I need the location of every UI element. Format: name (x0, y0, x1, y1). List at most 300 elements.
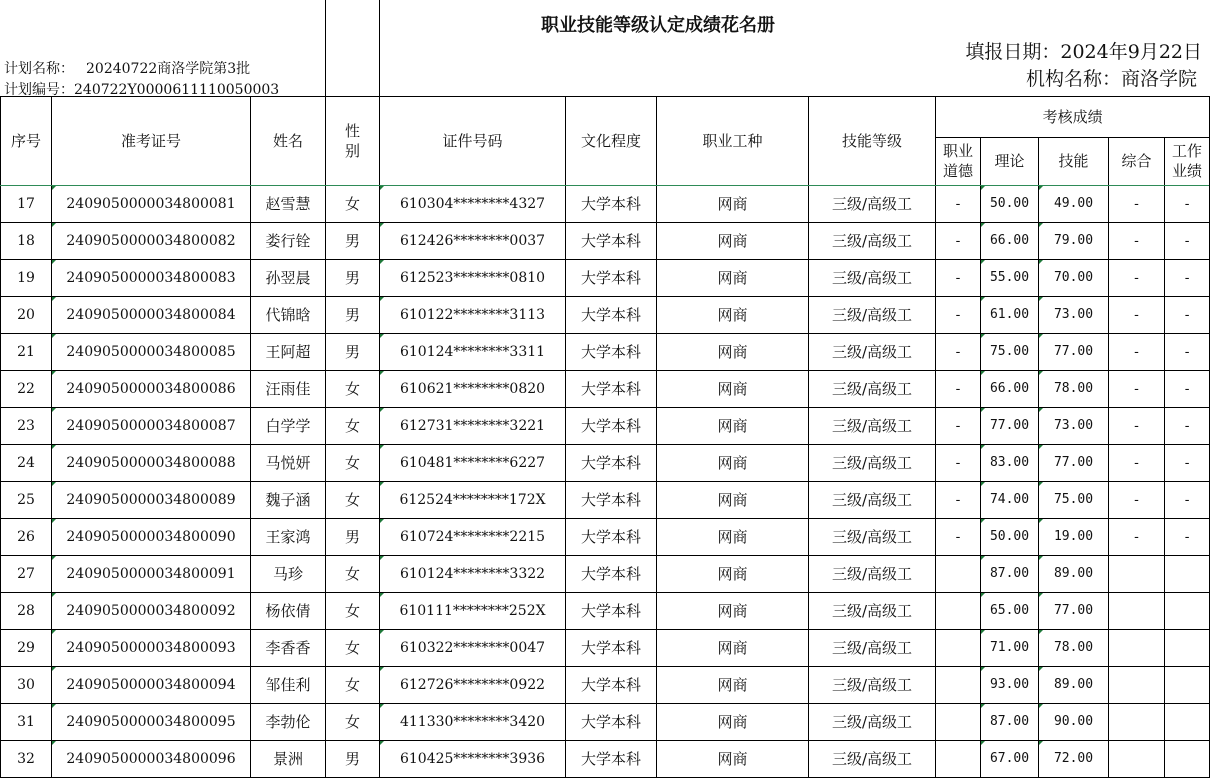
cell-note-marker (380, 667, 384, 671)
header-overall: 综合 (1109, 137, 1165, 185)
cell-level[interactable]: 三级/高级工 (809, 629, 936, 666)
cell-work[interactable]: - (1165, 518, 1210, 555)
cell-name[interactable]: 白学学 (251, 407, 326, 444)
table-row (1, 481, 1210, 518)
plan-no-label: 计划编号： (4, 82, 74, 98)
cell-level[interactable]: 三级/高级工 (809, 185, 936, 222)
cell-note-marker (1039, 408, 1043, 412)
cell-skill[interactable]: 19.00 (1039, 518, 1109, 555)
cell-overall[interactable]: - (1109, 444, 1165, 481)
cell-name[interactable]: 汪雨佳 (251, 370, 326, 407)
cell-overall[interactable] (1109, 555, 1165, 592)
cell-theory[interactable]: 50.00 (981, 518, 1039, 555)
cell-note-marker (981, 186, 985, 190)
cell-id-no[interactable]: 610122********3113 (380, 296, 566, 333)
cell-gender[interactable]: 女 (326, 592, 380, 629)
cell-id-no[interactable]: 610724********2215 (380, 518, 566, 555)
cell-id-no[interactable]: 610304********4327 (380, 185, 566, 222)
page-title: 职业技能等级认定成绩花名册 (541, 15, 775, 36)
cell-occupation[interactable]: 网商 (657, 666, 809, 703)
cell-work[interactable]: - (1165, 185, 1210, 222)
table-row (1, 407, 1210, 444)
cell-skill[interactable]: 49.00 (1039, 185, 1109, 222)
cell-gender[interactable]: 女 (326, 407, 380, 444)
header-gender-text: 性别 (345, 121, 361, 160)
cell-skill[interactable]: 73.00 (1039, 407, 1109, 444)
cell-skill[interactable]: 77.00 (1039, 592, 1109, 629)
cell-education[interactable]: 大学本科 (566, 222, 657, 259)
cell-theory[interactable]: 66.00 (981, 222, 1039, 259)
cell-note-marker (1039, 297, 1043, 301)
cell-note-marker (1039, 630, 1043, 634)
cell-ethics[interactable]: - (936, 481, 981, 518)
cell-work[interactable]: - (1165, 444, 1210, 481)
cell-ethics[interactable] (936, 555, 981, 592)
cell-overall[interactable]: - (1109, 370, 1165, 407)
cell-seq[interactable]: 32 (1, 740, 52, 777)
table-row (1, 296, 1210, 333)
cell-name[interactable]: 王阿超 (251, 333, 326, 370)
cell-note-marker (52, 593, 56, 597)
cell-note-marker (380, 704, 384, 708)
header-ticket: 准考证号 (52, 96, 251, 185)
cell-skill[interactable]: 72.00 (1039, 740, 1109, 777)
cell-occupation[interactable]: 网商 (657, 185, 809, 222)
cell-ticket[interactable]: 2409050000034800083 (52, 259, 251, 296)
cell-overall[interactable] (1109, 740, 1165, 777)
cell-name[interactable]: 李勃伦 (251, 703, 326, 740)
cell-seq[interactable]: 28 (1, 592, 52, 629)
cell-ethics[interactable]: - (936, 407, 981, 444)
cell-occupation[interactable]: 网商 (657, 629, 809, 666)
cell-note-marker (1039, 445, 1043, 449)
cell-id-no[interactable]: 610111********252X (380, 592, 566, 629)
cell-ethics[interactable]: - (936, 296, 981, 333)
cell-work[interactable]: - (1165, 407, 1210, 444)
cell-name[interactable]: 杨依倩 (251, 592, 326, 629)
cell-overall[interactable] (1109, 666, 1165, 703)
cell-note-marker (1039, 186, 1043, 190)
cell-occupation[interactable]: 网商 (657, 703, 809, 740)
cell-level[interactable]: 三级/高级工 (809, 703, 936, 740)
cell-note-marker (52, 297, 56, 301)
cell-occupation[interactable]: 网商 (657, 592, 809, 629)
cell-ticket[interactable]: 2409050000034800091 (52, 555, 251, 592)
cell-overall[interactable]: - (1109, 333, 1165, 370)
cell-seq[interactable]: 19 (1, 259, 52, 296)
cell-overall[interactable]: - (1109, 185, 1165, 222)
cell-ticket[interactable]: 2409050000034800095 (52, 703, 251, 740)
cell-note-marker (52, 445, 56, 449)
cell-note-marker (981, 741, 985, 745)
cell-note-marker (981, 704, 985, 708)
cell-note-marker (981, 482, 985, 486)
cell-ethics[interactable] (936, 740, 981, 777)
cell-ticket[interactable]: 2409050000034800088 (52, 444, 251, 481)
cell-note-marker (981, 667, 985, 671)
cell-gender[interactable]: 女 (326, 481, 380, 518)
cell-overall[interactable]: - (1109, 296, 1165, 333)
cell-ethics[interactable] (936, 592, 981, 629)
cell-gender[interactable]: 男 (326, 333, 380, 370)
cell-note-marker (52, 334, 56, 338)
cell-name[interactable]: 赵雪慧 (251, 185, 326, 222)
cell-overall[interactable] (1109, 703, 1165, 740)
cell-seq[interactable]: 20 (1, 296, 52, 333)
title-spacer-cell (326, 0, 380, 96)
cell-gender[interactable]: 男 (326, 222, 380, 259)
cell-note-marker (380, 260, 384, 264)
cell-level[interactable]: 三级/高级工 (809, 222, 936, 259)
cell-ethics[interactable] (936, 629, 981, 666)
cell-seq[interactable]: 17 (1, 185, 52, 222)
cell-overall[interactable] (1109, 592, 1165, 629)
cell-note-marker (52, 186, 56, 190)
cell-education[interactable]: 大学本科 (566, 703, 657, 740)
header-ethics-text: 职业道德 (943, 142, 974, 180)
cell-note-marker (380, 334, 384, 338)
cell-work[interactable] (1165, 703, 1210, 740)
cell-overall[interactable] (1109, 629, 1165, 666)
cell-theory[interactable]: 71.00 (981, 629, 1039, 666)
cell-gender[interactable]: 女 (326, 555, 380, 592)
table-row (1, 259, 1210, 296)
cell-gender[interactable]: 女 (326, 629, 380, 666)
cell-note-marker (1039, 667, 1043, 671)
cell-note-marker (1039, 482, 1043, 486)
cell-gender[interactable]: 女 (326, 185, 380, 222)
cell-work[interactable] (1165, 666, 1210, 703)
org-name-label: 机构名称： (1025, 68, 1121, 90)
cell-seq[interactable]: 31 (1, 703, 52, 740)
cell-note-marker (380, 519, 384, 523)
cell-gender[interactable]: 女 (326, 703, 380, 740)
cell-level[interactable]: 三级/高级工 (809, 481, 936, 518)
cell-theory[interactable]: 77.00 (981, 407, 1039, 444)
cell-id-no[interactable]: 610621********0820 (380, 370, 566, 407)
cell-overall[interactable]: - (1109, 259, 1165, 296)
cell-skill[interactable]: 73.00 (1039, 296, 1109, 333)
cell-ticket[interactable]: 2409050000034800096 (52, 740, 251, 777)
cell-skill[interactable]: 78.00 (1039, 629, 1109, 666)
cell-note-marker (981, 593, 985, 597)
cell-note-marker (52, 667, 56, 671)
cell-occupation[interactable]: 网商 (657, 370, 809, 407)
cell-level[interactable]: 三级/高级工 (809, 333, 936, 370)
cell-id-no[interactable]: 612726********0922 (380, 666, 566, 703)
cell-skill[interactable]: 90.00 (1039, 703, 1109, 740)
cell-ticket[interactable]: 2409050000034800089 (52, 481, 251, 518)
cell-education[interactable]: 大学本科 (566, 518, 657, 555)
cell-theory[interactable]: 67.00 (981, 740, 1039, 777)
cell-level[interactable]: 三级/高级工 (809, 740, 936, 777)
cell-note-marker (981, 519, 985, 523)
cell-gender[interactable]: 女 (326, 444, 380, 481)
cell-education[interactable]: 大学本科 (566, 333, 657, 370)
cell-name[interactable]: 马悦妍 (251, 444, 326, 481)
cell-id-no[interactable]: 411330********3420 (380, 703, 566, 740)
cell-level[interactable]: 三级/高级工 (809, 518, 936, 555)
cell-id-no[interactable]: 612426********0037 (380, 222, 566, 259)
cell-skill[interactable]: 75.00 (1039, 481, 1109, 518)
cell-ticket[interactable]: 2409050000034800087 (52, 407, 251, 444)
cell-occupation[interactable]: 网商 (657, 518, 809, 555)
plan-name-value: 20240722商洛学院第3批 (86, 61, 251, 77)
cell-work[interactable]: - (1165, 333, 1210, 370)
cell-education[interactable]: 大学本科 (566, 555, 657, 592)
cell-id-no[interactable]: 610322********0047 (380, 629, 566, 666)
header-work-text: 工作业绩 (1172, 142, 1203, 180)
cell-note-marker (981, 556, 985, 560)
table-row (1, 740, 1210, 777)
table-row (1, 555, 1210, 592)
cell-occupation[interactable]: 网商 (657, 481, 809, 518)
cell-note-marker (1039, 556, 1043, 560)
cell-note-marker (380, 630, 384, 634)
cell-education[interactable]: 大学本科 (566, 370, 657, 407)
cell-level[interactable]: 三级/高级工 (809, 444, 936, 481)
cell-ethics[interactable]: - (936, 370, 981, 407)
cell-education[interactable]: 大学本科 (566, 185, 657, 222)
cell-note-marker (380, 741, 384, 745)
header-bottom-line (0, 185, 1209, 186)
cell-name[interactable]: 娄行铨 (251, 222, 326, 259)
cell-overall[interactable]: - (1109, 222, 1165, 259)
cell-note-marker (1039, 593, 1043, 597)
cell-note-marker (1039, 371, 1043, 375)
cell-seq[interactable]: 25 (1, 481, 52, 518)
cell-overall[interactable]: - (1109, 481, 1165, 518)
cell-seq[interactable]: 21 (1, 333, 52, 370)
header-work (1165, 137, 1210, 185)
cell-skill[interactable]: 78.00 (1039, 370, 1109, 407)
cell-ticket[interactable]: 2409050000034800086 (52, 370, 251, 407)
header-gender (326, 96, 380, 185)
cell-work[interactable]: - (1165, 259, 1210, 296)
cell-note-marker (1039, 260, 1043, 264)
header-skill: 技能 (1039, 137, 1109, 185)
cell-level[interactable]: 三级/高级工 (809, 666, 936, 703)
table-row (1, 185, 1210, 222)
cell-name[interactable]: 景洲 (251, 740, 326, 777)
cell-education[interactable]: 大学本科 (566, 592, 657, 629)
cell-level[interactable]: 三级/高级工 (809, 407, 936, 444)
cell-work[interactable]: - (1165, 222, 1210, 259)
cell-education[interactable]: 大学本科 (566, 296, 657, 333)
cell-skill[interactable]: 89.00 (1039, 555, 1109, 592)
cell-note-marker (1039, 334, 1043, 338)
cell-note-marker (52, 482, 56, 486)
cell-note-marker (380, 223, 384, 227)
cell-note-marker (52, 408, 56, 412)
cell-occupation[interactable]: 网商 (657, 333, 809, 370)
cell-work[interactable]: - (1165, 481, 1210, 518)
cell-ethics[interactable]: - (936, 444, 981, 481)
cell-work[interactable] (1165, 555, 1210, 592)
cell-education[interactable]: 大学本科 (566, 740, 657, 777)
cell-ticket[interactable]: 2409050000034800085 (52, 333, 251, 370)
cell-occupation[interactable]: 网商 (657, 407, 809, 444)
cell-occupation[interactable]: 网商 (657, 259, 809, 296)
cell-name[interactable]: 邹佳利 (251, 666, 326, 703)
cell-note-marker (52, 556, 56, 560)
fill-date-value: 2024年9月22日 (1060, 41, 1202, 63)
cell-note-marker (380, 297, 384, 301)
cell-theory[interactable]: 61.00 (981, 296, 1039, 333)
cell-theory[interactable]: 75.00 (981, 333, 1039, 370)
cell-theory[interactable]: 87.00 (981, 555, 1039, 592)
cell-note-marker (52, 630, 56, 634)
cell-id-no[interactable]: 610124********3322 (380, 555, 566, 592)
cell-gender[interactable]: 女 (326, 370, 380, 407)
cell-gender[interactable]: 男 (326, 740, 380, 777)
cell-work[interactable] (1165, 592, 1210, 629)
cell-seq[interactable]: 23 (1, 407, 52, 444)
cell-education[interactable]: 大学本科 (566, 666, 657, 703)
cell-level[interactable]: 三级/高级工 (809, 259, 936, 296)
cell-seq[interactable]: 24 (1, 444, 52, 481)
cell-note-marker (380, 556, 384, 560)
cell-seq[interactable]: 22 (1, 370, 52, 407)
cell-level[interactable]: 三级/高级工 (809, 296, 936, 333)
cell-theory[interactable]: 93.00 (981, 666, 1039, 703)
cell-note-marker (981, 630, 985, 634)
cell-note-marker (380, 445, 384, 449)
cell-skill[interactable]: 89.00 (1039, 666, 1109, 703)
cell-name[interactable]: 代锦晗 (251, 296, 326, 333)
cell-theory[interactable]: 83.00 (981, 444, 1039, 481)
cell-name[interactable]: 马珍 (251, 555, 326, 592)
cell-note-marker (52, 371, 56, 375)
cell-theory[interactable]: 65.00 (981, 592, 1039, 629)
table-row (1, 370, 1210, 407)
cell-theory[interactable]: 87.00 (981, 703, 1039, 740)
table-row (1, 222, 1210, 259)
cell-note-marker (52, 741, 56, 745)
cell-occupation[interactable]: 网商 (657, 740, 809, 777)
cell-occupation[interactable]: 网商 (657, 296, 809, 333)
cell-id-no[interactable]: 610481********6227 (380, 444, 566, 481)
cell-ethics[interactable]: - (936, 185, 981, 222)
cell-name[interactable]: 王家鸿 (251, 518, 326, 555)
cell-id-no[interactable]: 610124********3311 (380, 333, 566, 370)
cell-note-marker (981, 334, 985, 338)
cell-gender[interactable]: 男 (326, 518, 380, 555)
cell-occupation[interactable]: 网商 (657, 444, 809, 481)
cell-theory[interactable]: 66.00 (981, 370, 1039, 407)
cell-note-marker (380, 482, 384, 486)
plan-no (4, 79, 279, 99)
cell-ticket[interactable]: 2409050000034800092 (52, 592, 251, 629)
cell-ethics[interactable] (936, 703, 981, 740)
cell-seq[interactable]: 27 (1, 555, 52, 592)
cell-skill[interactable]: 70.00 (1039, 259, 1109, 296)
cell-ethics[interactable] (936, 666, 981, 703)
cell-work[interactable] (1165, 629, 1210, 666)
cell-ethics[interactable]: - (936, 333, 981, 370)
table-row (1, 592, 1210, 629)
plan-no-value: 240722Y0000611110050003 (74, 82, 280, 98)
cell-name[interactable]: 李香香 (251, 629, 326, 666)
cell-seq[interactable]: 30 (1, 666, 52, 703)
cell-ethics[interactable]: - (936, 259, 981, 296)
cell-work[interactable] (1165, 740, 1210, 777)
header-score-group: 考核成绩 (936, 96, 1210, 137)
cell-skill[interactable]: 79.00 (1039, 222, 1109, 259)
cell-id-no[interactable]: 610425********3936 (380, 740, 566, 777)
cell-work[interactable]: - (1165, 370, 1210, 407)
cell-seq[interactable]: 18 (1, 222, 52, 259)
cell-overall[interactable]: - (1109, 518, 1165, 555)
cell-note-marker (981, 445, 985, 449)
cell-occupation[interactable]: 网商 (657, 555, 809, 592)
cell-occupation[interactable]: 网商 (657, 222, 809, 259)
cell-skill[interactable]: 77.00 (1039, 333, 1109, 370)
header-id-no: 证件号码 (380, 96, 566, 185)
cell-education[interactable]: 大学本科 (566, 259, 657, 296)
cell-note-marker (380, 186, 384, 190)
cell-theory[interactable]: 50.00 (981, 185, 1039, 222)
header-occupation: 职业工种 (657, 96, 809, 185)
cell-education[interactable]: 大学本科 (566, 629, 657, 666)
header-row-1 (1, 96, 1210, 137)
cell-note-marker (380, 593, 384, 597)
cell-level[interactable]: 三级/高级工 (809, 592, 936, 629)
cell-note-marker (1039, 704, 1043, 708)
cell-gender[interactable]: 男 (326, 296, 380, 333)
cell-seq[interactable]: 26 (1, 518, 52, 555)
cell-ticket[interactable]: 2409050000034800084 (52, 296, 251, 333)
cell-note-marker (1039, 519, 1043, 523)
fill-date (965, 37, 1202, 64)
cell-note-marker (981, 297, 985, 301)
cell-note-marker (52, 260, 56, 264)
cell-overall[interactable]: - (1109, 407, 1165, 444)
header-education: 文化程度 (566, 96, 657, 185)
cell-theory[interactable]: 55.00 (981, 259, 1039, 296)
cell-ticket[interactable]: 2409050000034800082 (52, 222, 251, 259)
cell-work[interactable]: - (1165, 296, 1210, 333)
cell-theory[interactable]: 74.00 (981, 481, 1039, 518)
cell-name[interactable]: 孙翌晨 (251, 259, 326, 296)
cell-ticket[interactable]: 2409050000034800090 (52, 518, 251, 555)
cell-education[interactable]: 大学本科 (566, 481, 657, 518)
cell-education[interactable]: 大学本科 (566, 444, 657, 481)
cell-id-no[interactable]: 612524********172X (380, 481, 566, 518)
cell-note-marker (981, 223, 985, 227)
cell-level[interactable]: 三级/高级工 (809, 370, 936, 407)
cell-skill[interactable]: 77.00 (1039, 444, 1109, 481)
cell-note-marker (52, 704, 56, 708)
cell-level[interactable]: 三级/高级工 (809, 555, 936, 592)
cell-name[interactable]: 魏子涵 (251, 481, 326, 518)
cell-ticket[interactable]: 2409050000034800081 (52, 185, 251, 222)
header-ethics (936, 137, 981, 185)
cell-gender[interactable]: 女 (326, 666, 380, 703)
cell-gender[interactable]: 男 (326, 259, 380, 296)
cell-id-no[interactable]: 612523********0810 (380, 259, 566, 296)
header-level: 技能等级 (809, 96, 936, 185)
cell-seq[interactable]: 29 (1, 629, 52, 666)
cell-ticket[interactable]: 2409050000034800094 (52, 666, 251, 703)
cell-id-no[interactable]: 612731********3221 (380, 407, 566, 444)
cell-note-marker (52, 519, 56, 523)
cell-ethics[interactable]: - (936, 222, 981, 259)
cell-ethics[interactable]: - (936, 518, 981, 555)
cell-ticket[interactable]: 2409050000034800093 (52, 629, 251, 666)
cell-education[interactable]: 大学本科 (566, 407, 657, 444)
plan-name-label: 计划名称： (4, 61, 74, 77)
